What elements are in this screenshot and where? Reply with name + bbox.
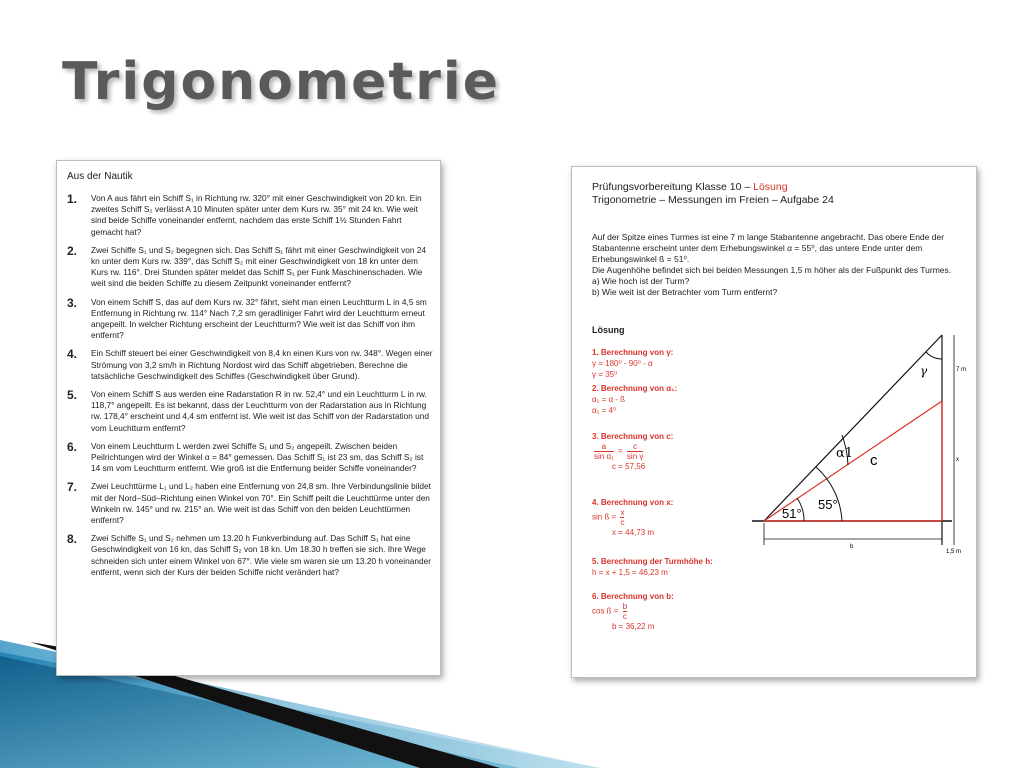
problem-text: Ein Schiff steuert bei einer Geschwindigkeit von 8,4 kn einen Kurs von rw. 348°. Wegen einer Strömung von 3,2 sm/h in Richtung Nordost wird das Schiff abgetrieben. Berechne die tatsächliche Geschwindigkeit des Schiffes (Geschwindigkeit über Grund). xyxy=(91,348,433,381)
fraction xyxy=(620,508,624,527)
problem-6 xyxy=(67,441,433,475)
step-line: sin ß = xyxy=(592,512,617,522)
step-line: α₁ = 4⁰ xyxy=(592,406,617,415)
task-description xyxy=(592,232,974,298)
step-result: c = 57,56 xyxy=(612,462,646,471)
denominator: sin γ xyxy=(626,452,644,461)
step-1 xyxy=(592,347,673,380)
fraction xyxy=(627,442,643,461)
fraction xyxy=(594,442,614,461)
title-line-2: Trigonometrie – Messungen im Freien – Aufgabe 24 xyxy=(592,194,834,206)
title-line-1: Prüfungsvorbereitung Klasse 10 – xyxy=(592,181,751,193)
title-solution-word: Lösung xyxy=(753,181,788,193)
problem-text: Zwei Schiffe S₁ und S₂ nehmen um 13.20 h Funkverbindung auf. Das Schiff S₁ hat eine Geschwindigkeit von 16 kn, das Schiff S₂ von 18 kn. Um 18.30 h treffen sie sich. Ihre Wege schneiden sich unter einem Winkel von 67°. Wie viele sm waren sie um 13.20 h voneinander entfernt, wenn sich der Kurs der beiden Schiffe nicht verändert hat? xyxy=(91,533,431,577)
solution-title xyxy=(592,181,834,207)
fraction xyxy=(623,602,627,621)
numerator: c xyxy=(633,442,638,451)
problem-number: 7. xyxy=(67,480,78,495)
arc-55 xyxy=(816,467,842,521)
numerator: b xyxy=(622,602,628,611)
question-b: b) Wie weit ist der Betrachter vom Turm entfernt? xyxy=(592,287,778,297)
problem-4 xyxy=(67,348,433,382)
problem-text: Zwei Schiffe S₁ und S₂ begegnen sich. Das Schiff S₁ fährt mit einer Geschwindigkeit von 24 kn unter dem Kurs rw. 339°, das Schiff S₂ mit einer Geschwindigkeit von 18 kn unter dem Kurs rw. 116°. Drei Stunden später meldet das Schiff S₁ per Funk Maschinenschaden. Wie weit sind die beiden Schiffe zu diesem Zeitpunkt voneinander entfernt? xyxy=(91,244,427,289)
step-line: γ = 35⁰ xyxy=(592,370,618,379)
step-heading: 2. Berechnung von α₁: xyxy=(592,384,678,393)
problem-number: 4. xyxy=(67,347,78,362)
numerator: a xyxy=(601,442,607,451)
tower-triangle-diagram xyxy=(752,327,972,557)
label-c: c xyxy=(870,452,878,469)
worksheet-heading: Aus der Nautik xyxy=(67,171,133,182)
problem-number: 3. xyxy=(67,295,78,310)
problem-number: 1. xyxy=(67,192,78,206)
problem-number: 6. xyxy=(67,439,78,454)
step-line: α₁ = α - ß xyxy=(592,395,626,404)
label-7m: 7 m xyxy=(956,367,967,373)
step-heading: 6. Berechnung von b: xyxy=(592,592,674,601)
problem-2 xyxy=(67,245,433,290)
step-heading: 5. Berechnung der Turmhöhe h: xyxy=(592,557,713,566)
step-heading: 3. Berechnung von c: xyxy=(592,432,674,441)
solution-heading: Lösung xyxy=(592,325,625,335)
step-heading: 1. Berechnung von γ: xyxy=(592,348,674,357)
problem-number: 2. xyxy=(67,243,78,258)
step-line: γ = 180⁰ - 90⁰ - α xyxy=(592,359,653,368)
denominator: c xyxy=(622,612,627,621)
problem-text: Von A aus fährt ein Schiff S₁ in Richtung rw. 320° mit einer Geschwindigkeit von 20 kn. Ein zweites Schiff S₂ verlässt A 10 Minuten später unter dem Kurs rw. 35° mit 24 kn. Wie weit sind beide Schiffe voneinander entfernt, nachdem das erste Schiff 1½ Stunden Fahrt gemacht hat? xyxy=(91,193,422,237)
problem-number: 5. xyxy=(67,388,78,403)
problem-7 xyxy=(67,481,433,526)
arc-gamma xyxy=(926,352,942,359)
step-2 xyxy=(592,383,677,416)
problem-list xyxy=(67,193,433,585)
nautik-worksheet xyxy=(56,160,441,676)
step-heading: 4. Berechnung von x: xyxy=(592,498,674,507)
problem-1 xyxy=(67,193,433,238)
step-result: x = 44,73 m xyxy=(612,528,655,537)
equals-sign: = xyxy=(618,446,623,456)
problem-8 xyxy=(67,533,433,578)
step-result: b = 36,22 m xyxy=(612,622,655,631)
problem-3 xyxy=(67,297,433,342)
label-51: 51° xyxy=(782,506,802,521)
step-5 xyxy=(592,556,713,578)
slide-title: Trigonometrie xyxy=(62,52,500,112)
step-line: cos ß = xyxy=(592,606,619,616)
problem-text: Von einem Schiff S aus werden eine Radarstation R in rw. 52,4° und ein Leuchtturm L in rw. 118,7° angepeilt. Es ist bekannt, dass der Leuchtturm von der Radarstation aus in Richtung rw. 178,4° erscheint und 4,4 sm entfernt ist. Wie weit ist das Schiff von der Radarstation und vom Leuchtturm entfernt? xyxy=(91,389,429,433)
line-to-antenna-top xyxy=(764,335,942,521)
solution-sheet xyxy=(571,166,977,678)
denominator: c xyxy=(620,518,625,527)
label-x: x xyxy=(956,457,959,463)
problem-text: Von einem Leuchtturm L werden zwei Schiffe S₁ und S₂ angepeilt. Zwischen beiden Peilrichtungen wird der Winkel α = 84° gemessen. Das Schiff S₁ ist 23 sm, das Schiff S₂ ist 14 sm vom Leuchtturm entfernt. Wie groß ist die Entfernung beider Schiffe voneinander? xyxy=(91,440,424,474)
label-1-5m: 1,5 m xyxy=(946,549,962,555)
problem-5 xyxy=(67,389,433,434)
denominator: sin α₁ xyxy=(594,452,614,461)
label-alpha1: α1 xyxy=(836,446,854,461)
task-text-2: Die Augenhöhe befindet sich bei beiden Messungen 1,5 m höher als der Fußpunkt des Turmes. xyxy=(592,265,952,275)
step-line: h = x + 1,5 = 46,23 m xyxy=(592,568,668,577)
line-c xyxy=(764,401,942,521)
problem-text: Von einem Schiff S, das auf dem Kurs rw. 32° fährt, sieht man einen Leuchtturm L in 4,5 sm Entfernung in Richtung rw. 114° Nach 7,2 sm geradliniger Fahrt wird der Leuchtturm erneut angepeilt. In welcher Richtung erscheint der Leuchtturm? Wie weit ist das Schiff von ihm entfernt? xyxy=(91,296,427,341)
step-6 xyxy=(592,591,674,632)
step-4 xyxy=(592,497,673,538)
problem-number: 8. xyxy=(67,532,78,547)
label-gamma: γ xyxy=(920,364,928,378)
step-3 xyxy=(592,431,673,472)
label-b: b xyxy=(850,544,854,550)
task-text: Auf der Spitze eines Turmes ist eine 7 m lange Stabantenne angebracht. Das obere Ende der Stabantenne erscheint unter dem Erhebungswinkel α = 55⁰, das untere Ende unter dem Erhebungswinkel ß = 51⁰. xyxy=(592,232,945,264)
problem-text: Zwei Leuchttürme L₁ und L₂ haben eine Entfernung von 24,8 sm. Ihre Verbindungslinie bildet mit der Nord–Süd–Richtung einen Winkel von 70°. Ein Schiff peilt die Leuchttürme unter den Winkeln rw. 145° und rw. 215° an. Wie weit ist das Schiff von den beiden Leuchttürmen entfernt? xyxy=(91,481,431,526)
numerator: x xyxy=(620,508,625,517)
question-a: a) Wie hoch ist der Turm? xyxy=(592,276,690,286)
label-55: 55° xyxy=(818,497,838,512)
